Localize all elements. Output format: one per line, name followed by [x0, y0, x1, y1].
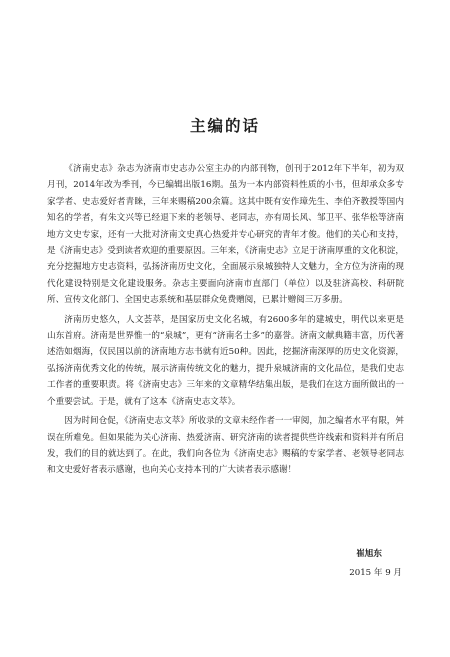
paragraph-3: 因为时间仓促，《济南史志文萃》所收录的文章未经作者一一审阅，加之编者水平有限，舛误在所难免。但如果能为关心济南、热爱济南、研究济南的读者提供些许线索和资料并有所启发，我们的目的就达到了。在此，我们向各位为《济南史志》赐稿的专家学者、老领导老同志和文史爱好者表示感谢，也向关心支持本刊的广大读者表示感谢！ — [47, 416, 404, 476]
paragraph-2: 济南历史悠久，人文荟萃，是国家历史文化名城，有2600多年的建城史，明代以来更是山东首府。济南是世界惟一的“泉城”，更有“济南名士多”的嘉誉。济南文献典籍丰富，历代著述浩如烟海，仅民国以前的济南地方志书就有近50种。因此，挖掘济南深厚的历史文化资源，弘扬济南优秀文化的传统，展示济南传统文化的魅力，提升泉城济南的文化品位，是我们史志工作者的重要职责。将《济南史志》三年来的文章精华结集出版，是我们在这方面所做出的一个重要尝试。于是，就有了这本《济南史志文萃》。 — [47, 314, 404, 407]
signature-block — [349, 546, 402, 581]
page-title: 主编的话 — [189, 117, 260, 135]
author-name: 崔旭东 — [356, 549, 382, 559]
paragraph-1: 《济南史志》杂志为济南市史志办公室主办的内部刊物，创刊于2012年下半年，初为双月刊，2014年改为季刊，今已编辑出版16期。虽为一本内部资料性质的小书，但却承众多专家学者、史志爱好者青睐，三年来赐稿200余篇。这其中既有安作璋先生、李伯齐教授等国内知名的学者，有朱文兴等已经退下来的老领导、老同志，亦有周长风、邹卫平、张华松等济南地方文史专家，还有一大批对济南文史真心热爱并专心研究的青年才俊。他们的关心和支持，是《济南史志》受到读者欢迎的重要原因。三年来，《济南史志》立足于济南厚重的文化积淀，充分挖掘地方史志资料，弘扬济南历史文化，全面展示泉城独特人文魅力，全方位为济南的现代化建设特别是文化建设服务。杂志主要面向济南市直部门（单位）以及驻济高校、科研院所、宣传文化部门、全国史志系统和基层群众免费赠阅，已累计赠阅三万多册。 — [47, 164, 404, 306]
signature-date: 2015 年 9 月 — [349, 568, 402, 578]
document-body — [47, 161, 404, 479]
